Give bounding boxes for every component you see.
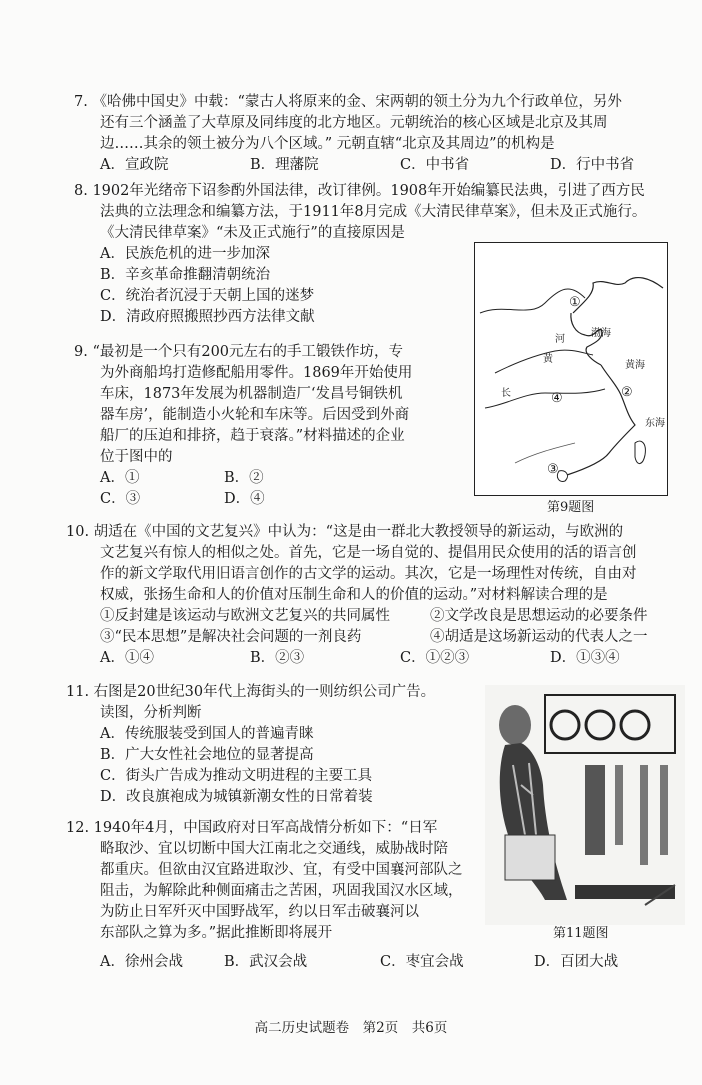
q12-option-a: A．徐州会战	[100, 954, 183, 970]
q7-options	[74, 155, 674, 176]
q12-option-d: D．百团大战	[534, 954, 619, 970]
q11-line: 11. 右图是20世纪30年代上海街头的一则纺织公司广告。	[66, 684, 436, 700]
q9-options-ab	[74, 468, 454, 489]
q10-option-b: B．②③	[250, 650, 305, 666]
q8-line: 8. 1902年光绪帝下诏参酌外国法律，改订律例。1908年开始编纂民法典，引进了西方民	[74, 183, 645, 199]
question-12	[66, 818, 494, 944]
q9-option-a: A．①	[100, 470, 140, 486]
q10-option-c: C．①②③	[400, 650, 470, 666]
map-marker-2: ②	[621, 385, 633, 400]
q7-option-b: B．理藩院	[250, 157, 319, 173]
q10-option-d: D．①③④	[550, 650, 620, 666]
ad-caption: 第11题图	[553, 926, 609, 941]
q10-line: 文艺复兴有惊人的相似之处。首先，它是一场自觉的、提倡用民众使用的活的语言创	[100, 545, 637, 561]
q11-option-b: B．广大女性社会地位的显著提高	[100, 747, 314, 763]
map-label-he: 河	[555, 334, 565, 345]
q12-line: 略取沙、宜以切断中国大江南北之交通线，威胁战时陪	[100, 841, 448, 857]
q10-items-12	[74, 606, 674, 627]
q8-line: 《大清民律草案》“未及正式施行”的直接原因是	[100, 225, 405, 241]
advertisement-illustration	[485, 685, 685, 925]
question-9	[74, 342, 454, 510]
q11-option-d: D．改良旗袍成为城镇新潮女性的日常着装	[100, 789, 373, 805]
map-caption: 第9题图	[547, 500, 595, 515]
question-10	[66, 522, 674, 669]
q10-options	[74, 648, 674, 669]
q12-options	[74, 952, 674, 973]
advertisement-image	[485, 685, 685, 925]
q10-item-1: ①反封建是该运动与欧洲文艺复兴的共同属性	[100, 608, 390, 624]
q12-option-c: C．枣宜会战	[380, 954, 464, 970]
q10-items-34	[74, 627, 674, 648]
q8-option-c: C．统治者沉浸于天朝上国的迷梦	[100, 288, 315, 304]
q8-option-d: D．清政府照搬照抄西方法律文献	[100, 309, 315, 325]
map-label-huang: 黄	[543, 354, 553, 365]
map-marker-3: ③	[547, 462, 559, 477]
q8-line: 法典的立法理念和编纂方法，于1911年8月完成《大清民律草案》，但未及正式施行。	[100, 204, 647, 220]
q7-line: 7. 《哈佛中国史》中载：“蒙古人将原来的金、宋两朝的领土分为九个行政单位，另外	[74, 94, 622, 110]
q12-line: 12. 1940年4月，中国政府对日军高战情分析如下：“日军	[66, 820, 438, 836]
q10-option-a: A．①④	[100, 650, 154, 666]
question-7	[74, 92, 674, 176]
q12-line: 东部队之算为多。”据此推断即将展开	[100, 925, 333, 941]
q7-option-a: A．宣政院	[100, 157, 169, 173]
q10-item-3: ③“民本思想”是解决社会问题的一剂良药	[100, 629, 362, 645]
q9-line: 位于图中的	[100, 449, 173, 465]
q10-item-4: ④胡适是这场新运动的代表人之一	[430, 629, 648, 645]
q8-option-b: B．辛亥革命推翻清朝统治	[100, 267, 271, 283]
map-label-bohai: 渤海	[591, 328, 611, 339]
question-11	[66, 682, 474, 808]
q7-option-c: C．中书省	[400, 157, 470, 173]
q9-line: 船厂的压迫和排挤，趋于衰落。”材料描述的企业	[100, 428, 405, 444]
q7-option-d: D．行中书省	[550, 157, 635, 173]
q12-line: 都重庆。但欲由汉宜路进取沙、宜，有受中国襄河部队之	[100, 862, 463, 878]
q10-line: 权威，张扬生命和人的价值对压制生命和人的价值的运动。”对材料解读合理的是	[100, 587, 608, 603]
q12-line: 阻击，为解除此种侧面痛击之苦困，巩固我国汉水区域，	[100, 883, 463, 899]
q11-line: 读图，分析判断	[100, 705, 202, 721]
map-label-huanghai: 黄海	[625, 360, 645, 371]
q10-line: 作的新文学取代用旧语言创作的古文学的运动。其次，它是一场理性对传统，自由对	[100, 566, 637, 582]
q12-line: 为防止日军歼灭中国野战军，约以日军击破襄河以	[100, 904, 419, 920]
q9-option-c: C．③	[100, 491, 141, 507]
q9-option-d: D．④	[224, 491, 265, 507]
q9-line: 9. “最初是一个只有200元左右的手工锻铁作坊，专	[74, 344, 404, 360]
q9-options-cd	[74, 489, 454, 510]
q8-option-a: A．民族危机的进一步加深	[100, 246, 270, 262]
q7-line: 边……其余的领土被分为八个区域。” 元朝直辖“北京及其周边”的机构是	[100, 136, 555, 152]
q9-option-b: B．②	[224, 470, 264, 486]
q9-line: 为外商船坞打造修配船用零件。1869年开始使用	[100, 365, 413, 381]
map-label-donghai: 东海	[645, 418, 665, 429]
q11-option-c: C．街头广告成为推动文明进程的主要工具	[100, 768, 373, 784]
q9-line: 器车房’，能制造小火轮和车床等。后因受到外商	[100, 407, 410, 423]
map-marker-1: ①	[569, 295, 581, 310]
q12-option-b: B．武汉会战	[224, 954, 308, 970]
q10-line: 10. 胡适在《中国的文艺复兴》中认为：“这是由一群北大教授领导的新运动，与欧洲的	[66, 524, 624, 540]
page-footer: 高二历史试题卷 第2页 共6页	[254, 1020, 448, 1036]
map-marker-4: ④	[551, 391, 563, 406]
map-figure	[474, 242, 668, 496]
q11-option-a: A．传统服装受到国人的普遍青睐	[100, 726, 314, 742]
map-label-chang: 长	[501, 388, 511, 399]
q9-line: 车床，1873年发展为机器制造厂‘发昌号铜铁机	[100, 386, 403, 402]
q7-line: 还有三个涵盖了大草原及同纬度的北方地区。元朝统治的核心区域是北京及其周	[100, 115, 608, 131]
q10-item-2: ②文学改良是思想运动的必要条件	[430, 608, 648, 624]
